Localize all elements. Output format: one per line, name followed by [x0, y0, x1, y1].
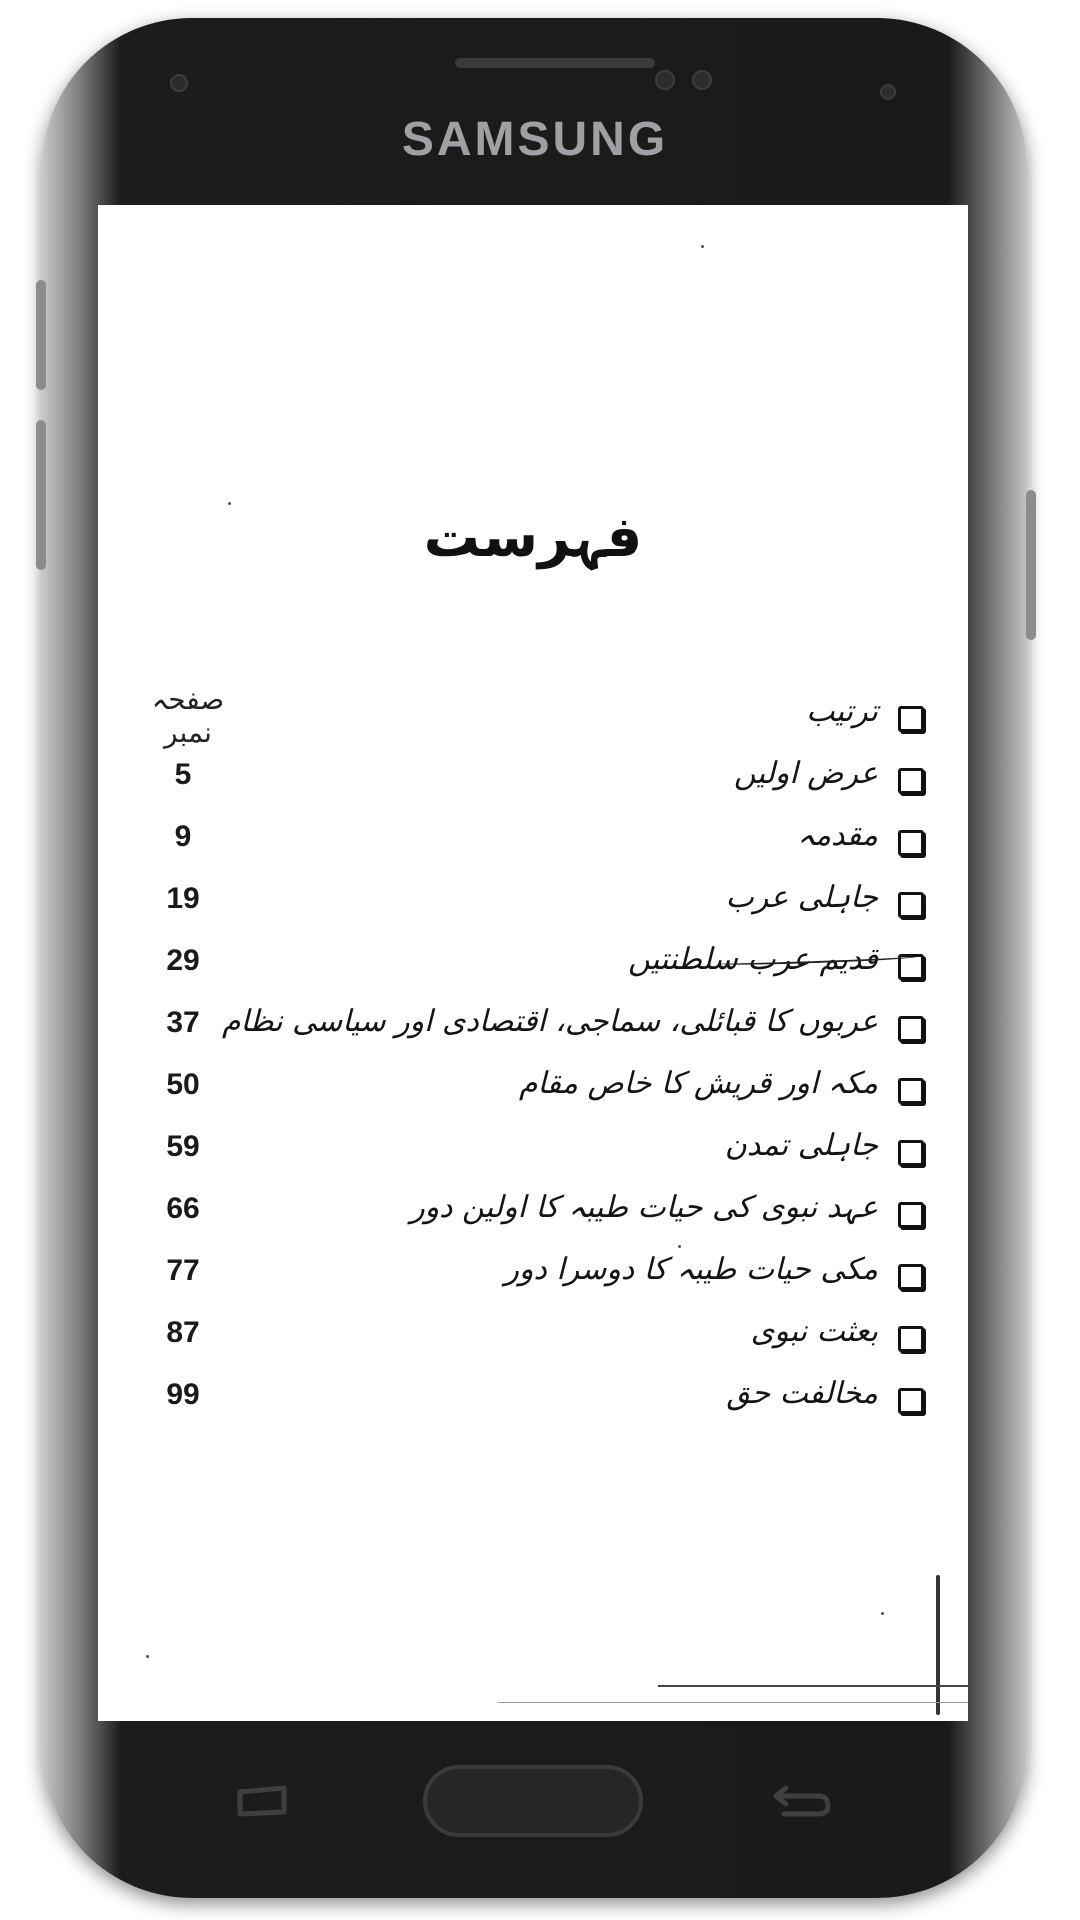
checkbox-bullet-icon	[898, 1078, 924, 1104]
brand-logo: SAMSUNG	[401, 113, 669, 166]
list-item[interactable]	[98, 752, 968, 812]
toc-entry-label: جاہلی عرب	[725, 880, 878, 915]
scan-speck	[881, 1612, 884, 1615]
screen[interactable]	[98, 205, 968, 1721]
volume-up-button[interactable]	[36, 280, 46, 390]
scan-line	[658, 1685, 968, 1687]
scan-speck	[678, 1245, 681, 1248]
list-item[interactable]	[98, 938, 968, 998]
checkbox-bullet-icon	[898, 1140, 924, 1166]
list-item[interactable]	[98, 1372, 968, 1432]
list-item[interactable]	[98, 1062, 968, 1122]
proximity-sensor	[655, 70, 675, 90]
page-title: فہرست	[423, 505, 643, 570]
checkbox-bullet-icon	[898, 1016, 924, 1042]
home-button[interactable]	[423, 1765, 643, 1837]
toc-entry-label: عربوں کا قبائلی، سماجی، اقتصادی اور سیاسی نظام	[221, 1004, 878, 1039]
list-item[interactable]	[98, 1310, 968, 1370]
volume-down-button[interactable]	[36, 420, 46, 570]
list-item[interactable]	[98, 1000, 968, 1060]
recent-apps-icon[interactable]	[232, 1782, 292, 1820]
list-item[interactable]	[98, 814, 968, 874]
checkbox-bullet-icon	[898, 706, 924, 732]
toc-entry-page: 87	[166, 1316, 200, 1349]
toc-entry-page: 37	[166, 1006, 200, 1039]
scan-speck	[228, 502, 231, 505]
toc-entry-label: عرض اولیں	[733, 756, 878, 791]
checkbox-bullet-icon	[898, 1388, 924, 1414]
toc-entry-label: قدیم عرب سلطنتیں	[628, 942, 878, 977]
toc-entry-page: 9	[174, 820, 192, 853]
checkbox-bullet-icon	[898, 1202, 924, 1228]
toc-entry-page: 50	[166, 1068, 200, 1101]
scan-speck	[146, 1655, 149, 1658]
toc-entry-page: 99	[166, 1378, 200, 1411]
toc-entry-page: 59	[166, 1130, 200, 1163]
page-number-header: صفحہ نمبر	[151, 683, 225, 749]
toc-entry-label: مکی حیات طیبہ کا دوسرا دور	[504, 1252, 878, 1287]
toc-entry-page: 5	[174, 758, 192, 791]
toc-entry-label: مقدمہ	[797, 818, 878, 853]
back-icon[interactable]	[770, 1782, 834, 1820]
toc-entry-label: بعثت نبوی	[750, 1314, 878, 1349]
light-sensor	[880, 84, 896, 100]
list-item[interactable]	[98, 1248, 968, 1308]
notification-led	[170, 74, 188, 92]
toc-entry-label: جاہلی تمدن	[724, 1128, 878, 1163]
checkbox-bullet-icon	[898, 768, 924, 794]
toc-entry-label: مکہ اور قریش کا خاص مقام	[518, 1066, 878, 1101]
checkbox-bullet-icon	[898, 1264, 924, 1290]
checkbox-bullet-icon	[898, 830, 924, 856]
toc-entry-page: 29	[166, 944, 200, 977]
power-button[interactable]	[1026, 490, 1036, 640]
toc-entry-page: 77	[166, 1254, 200, 1287]
list-item[interactable]	[98, 1186, 968, 1246]
list-item[interactable]	[98, 690, 968, 750]
checkbox-bullet-icon	[898, 892, 924, 918]
list-item[interactable]	[98, 1124, 968, 1184]
scan-speck	[701, 245, 704, 248]
front-camera	[692, 70, 712, 90]
toc-entry-page: 19	[166, 882, 200, 915]
toc-entry-page: 66	[166, 1192, 200, 1225]
checkbox-bullet-icon	[898, 1326, 924, 1352]
scan-edge-mark	[936, 1575, 940, 1715]
toc-entry-label: مخالفت حق	[726, 1376, 878, 1411]
earpiece-speaker	[455, 58, 655, 68]
scan-line	[498, 1702, 968, 1703]
list-item[interactable]	[98, 876, 968, 936]
toc-entry-label: عہد نبوی کی حیات طیبہ کا اولین دور	[410, 1190, 878, 1225]
toc-entry-label: ترتیب	[806, 694, 878, 729]
